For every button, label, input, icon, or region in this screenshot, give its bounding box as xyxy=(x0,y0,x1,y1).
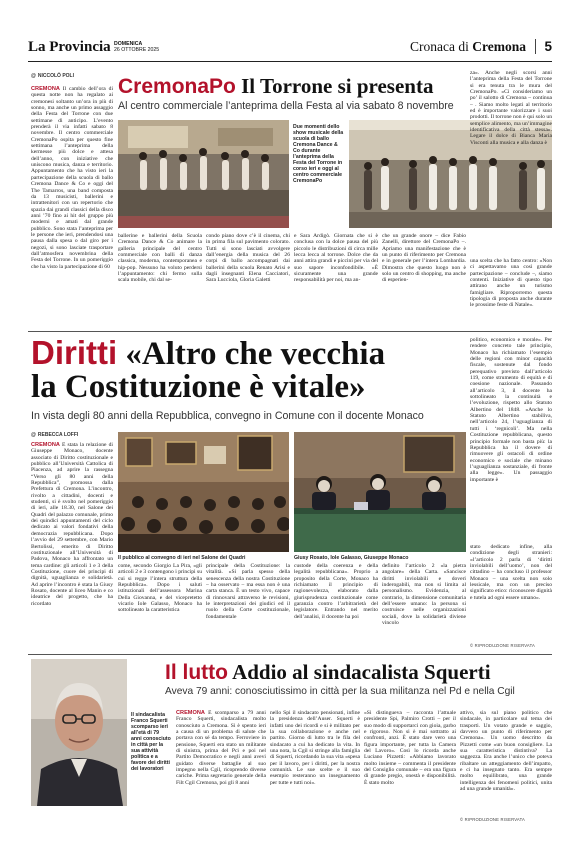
article2-column-5: definito l’articolo 2 «la pietra angolare» della Carta. «Sancisce diritti inviolabili e doveri inderogabili, ma non si limita al personalismo. Evidenzia, al contrario, la dimensione comunitaria dell’essere umano: la persona si costruisce nelle organizzazioni sociali, dove la solidarietà diviene vincolo xyxy=(382,563,466,627)
article1-column-1: CREMONA Il cambio dell’ora di questa notte non ha regalato ai cremonesi soltanto un’ora in più di sonno, ma anche un primo assaggio della Festa del Torrone con due settimane di anticipo. L’evento prenderà il via infatti sabato 8 novembre. Il centro commerciale CremonaPo ospita per questo fine settimana l’anteprima della kermesse più dolce e attesa dell’anno, con iniziative che uniscono musica, danza e territorio. Appuntamento che ha visto ieri la partecipazione della scuola di ballo Cremona Dance & Co e oggi del The Tamarros, una band composta da 13 musicisti, ballerini e intrattenitori con un repertorio che spazia dai grandi classici della disco anni ’70 fino ai hit del gruppo più moderni e amati dal grande pubblico. Sono stata l’anteprima per le persone che ieri, prendendosi una pausa dalla spesa o dal giro per i negozi, si sono lasciate trasportare dall’atmosfera novembrina della Festa del Torrone. In un pomeriggio che ha visto la partecipazione di 60 xyxy=(31,86,113,270)
article1-byline: @ NICCOLÒ POLI xyxy=(31,73,74,79)
article1-photo-caption: Due momenti dello show musicale della scuola di ballo Cremona Dance & Co durante l’anteprima della Festa del Torrone in corso ieri e oggi al centro commerciale CremonaPo xyxy=(293,124,344,184)
article3-column-1: CREMONA È scomparso a 79 anni Franco Squerti, sindacalista molto conosciuto a Cremona. Si è spento ieri a causa di un problema di salute che portava con sé da tempo. Ferroviere in pensione, Squerti era stato un militante di sinistra, prima del Pci e poi nel Partito Democratico e negli anni avevi guidato diverse battaglie al suo impegno nella Cgil, ricoprendo diverse cariche. Prima segretario generale della Filt Cgil Cremona, poi gli 8 anni xyxy=(176,710,266,786)
article3-column-4: attivo, sia sul piano politico che sindacale, in particolare sul tema dei trasporti. Un votato grande e saggio, davvero un punto di riferimento per Cremona». Un uomo descritto da Pizzetti come «un buon consigliere. La sua caratteristica distintiva? La saggezza. Era anche l’unico che poteva ribaltare un atteggiamento dell’impatto, e ci ha insegnato tanto. Era sempre molto equilibrato, una grande intelligenza dei fenomeni politici, unita ad una grande umanità». xyxy=(460,710,552,793)
article2-photo-caption-right: Giusy Rosato, Iole Galasso, Giuseppe Monaco xyxy=(294,555,409,561)
page-number: 5 xyxy=(535,39,552,54)
article2-headline-line-1: Diritti «Altro che vecchia xyxy=(31,334,386,372)
article2-column-4: custode della coerenza e della legalità repubblicana». Proprio a proposito della Corte, Monaco ha richiamato il principio di ragionevolezza, elaborato dalla giurisprudenza costituzionale come garanzia contro l’arbitrarietà del legislatore. Entrando nel merito dell’analisi, il docente ha poi xyxy=(294,563,378,620)
article1-column-6-end: una scelta che ha fatto centro: «Non ci aspettavamo una così grande partecipazione – conclude –, siamo contenti. Iniziative di questo tipo attirano anche un turismo famigliare. Riproporremo questa tipologia di proposta anche durante le prossime feste di Natale». xyxy=(470,258,552,309)
article2-column-6-end: stato dedicato infine, alla condizione degli stranieri: «l’articolo 2 parla di ‘diritti inviolabili dell’uomo’, non del cittadino – ha concluso il professor Monaco – una scelta non solo lessicale, ma con un preciso significato etico: riconoscere dignità e tutela ad ogni essere umano». xyxy=(470,544,552,601)
article3-headline: Il lutto Addio al sindacalista Squerti xyxy=(165,660,491,684)
franco-squerti-portrait xyxy=(31,659,127,806)
divider xyxy=(28,654,552,655)
section-title: Cronaca di Cremona xyxy=(410,39,526,54)
article3-subhead: Aveva 79 anni: conosciutissimo in città per la sua militanza nel Pd e nella Cgil xyxy=(165,686,515,697)
article2-column-2: come, secondo Giorgio La Pira, «gli articoli 2 e 3 contengono i principi su cui si regge l’intera struttura della Repubblica». Dopo i saluti istituzionali dell’assessora Marina Della Giovanna, e del vicepretetto vicario Iole Galasso, Monaco ha sottolineato la caratteristica xyxy=(118,563,202,614)
article2-column-3: principale della Costituzione: la vitalità. «Si parla spesso della senescenza della nostra Costituzione – ha osservato – ma essa non è una carta stanca. È un testo vivo, capace di rinnovarsi attraverso le revisioni, le interpretazioni dei giudici ed il ruolo della Corte costituzionale, fondamentale xyxy=(206,563,290,620)
speakers-panel-photo xyxy=(294,432,466,552)
article2-headline-line-2: la Costituzione è vitale» xyxy=(31,369,366,405)
article1-column-6: za». Anche negli scorsi anni l’anteprima della Festa del Torrone si era tenuta tra le mura del CremonaPo. «Ci consideriamo un po’ il salotto di Cremona – continua – . Siamo molto legati al territorio ed è importante valorizzare i suoi prodotti. Il torrone non è qui solo un semplice alimento, ma un’immagine identificativa della città stessa». Legare il dolce di Bianca Maria Visconti alla musica e alla danza è xyxy=(470,70,552,146)
article2-subhead: In vista degli 80 anni della Repubblica, convegno in Comune con il docente Monaco xyxy=(31,410,424,422)
article2-column-6: politico, economico e morale». Per rendere concreto tale principio, Monaco ha richiamato l’esempio delle regioni con minor capacità fiscale, sostenute dal fondo perequativo previsto dall’articolo 119, come strumento di equità e di coesione nazionale. Passando all’articolo 3, il docente ha sottolineato la continuità e l’evoluzione, rispetto allo Statuto Albertino del 1848. «Anche lo Statuto Albertino stabiliva, nell’articolo 24, l’uguaglianza di tutti i ‘regnicoli’. Ma nella Costituzione repubblicana, questo principio formale non basta più: la Repubblica ha il dovere di rimuovere gli ostacoli di ordine economico e sociale che minano l’uguaglianza sostanziale, di fronte alla legge». Un passaggio importante è xyxy=(470,337,552,483)
article1-headline: CremonaPo Il Torrone si presenta xyxy=(118,74,434,98)
article2-byline: @ REBECCA LOFFI xyxy=(31,432,78,438)
dance-show-photo-left xyxy=(118,120,289,228)
article1-column-3: condo piano dove c’è il cinema, chi in prima fila sul pavimento colorato. Tutti si sono lasciati avvolgere dall’energia della musica del 26 corpi di ballo accompagnati dai ballerini della scuola Renato Arisi e dagli insegnanti Elena Cacciatori, Sara Lucciola, Gloria Galetti xyxy=(206,233,290,284)
article1-column-4: e Sara Ardigò. Giornata che si è conclusa con la dolce pausa del più piccolo le distribuzioni di circa mille lecca lecca al torrone. Dolce che da anni attira grandi e piccini per via del suo sapore inconfondibile. «È sicuramente una grande responsabilità per noi, ma an- xyxy=(294,233,378,284)
divider xyxy=(28,331,552,332)
masthead xyxy=(28,38,552,62)
article3-column-2: nello Spi il sindacato pensionati, infine la presidenza dell’Auser. Squerti è infatti uno dei ricordi e si è militato per la sua collaborazione e anche nel partito. Giorno di lutto tra le fila del sindacato a cui ha dedicato la vita. In una nota, la Cgil si stringe alla famiglia di Squerti, ricordando la sua vita «spesa per il lavoro, per i diritti, per la nostra comunità. Le sue scelte e il suo esempio resteranno un insegnamento per tutte e tutti noi». xyxy=(270,710,360,786)
article3-copyright: © RIPRODUZIONE RISERVATA xyxy=(460,817,526,822)
article2-photo-caption-left: Il pubblico al convegno di ieri nel Salone dei Quadri xyxy=(118,555,246,561)
newspaper-name: La Provincia xyxy=(28,39,111,55)
article2-column-1: CREMONA È stata la relazione di Giuseppe Monaco, docente associato di Diritto costituzionale e pubblico all’Università Cattolica di Piacenza, ad aprire la rassegna “Verso gli 80 anni della Repubblica”, promossa dalla Prefettura di Cremona. L’incontro, rivolto a cittadini, docenti e studenti, si è svolto nel pomeriggio di ieri, alle 18.30, nel Salone dei Quadri del palazzo comunale, primo dei quindici appuntamenti del ciclo dedicato ai valori fondativi della democrazia repubblicana. Dopo l’avvio del 29 settembre, con Mario Bertolissi, emerito di Diritto costituzionale all’Università di Padova, Monaco ha affrontato un tema cardine: gli articoli 1 e 3 della Costituzione, cuore dei principi di dignità, uguaglianza e solidarietà. Ad aprire l’incontro è stata la Giusy Rosato, docente al liceo Manin e co ideatrice del progetto, che ha ricordato xyxy=(31,442,113,607)
article1-column-2: ballerine e ballerini della Scuola Cremona Dance & Co animare la galleria principale del centro commerciale con balli di danza classica, moderna, contemporanea e hip-pop. Nessuno ha voluto perdersi l’appuntamento: chi fermo sulla scala mobile, chi dal se- xyxy=(118,233,202,284)
article3-column-3: «Si distingueva – racconta l’attuale presidente Spi, Palmiro Crotti – per il suo modo di supportarci con gioia, garbo e rigoroso. Non si è mai sottratto ai confronti, anzi. È stato dare vero una figura importante, per tutta la Camera del Lavoro». Così lo ricorda anche Luciano Pizzetti: «Abbiamo lavorato molto insieme – commenta il presidente del Consiglio comunale – era una figura di grande pregio, onestà e disponibilità. È stato molto xyxy=(364,710,456,786)
issue-date: DOMENICA 26 OTTOBRE 2025 xyxy=(114,41,160,53)
conference-audience-photo xyxy=(118,432,289,552)
article1-column-5: che un grande onore – dice Fabio Zanelli, direttore del CremonaPo –. Apriamo una manifestazione che è un punto di riferimento per Cremona e in generale per l’intera Lombardia. Dimostra che questo luogo non è solo un centro di shopping, ma anche di esperien- xyxy=(382,233,466,284)
article1-subhead: Al centro commerciale l’anteprima della Festa al via sabato 8 novembre xyxy=(118,100,454,112)
article3-photo-caption: Il sindacalista Franco Squerti scomparso ieri all’età di 79 anni conosciuto in città per la sua attività politica e a favore dei diritti dei lavoratori xyxy=(131,712,171,772)
article2-copyright: © RIPRODUZIONE RISERVATA xyxy=(470,643,536,648)
